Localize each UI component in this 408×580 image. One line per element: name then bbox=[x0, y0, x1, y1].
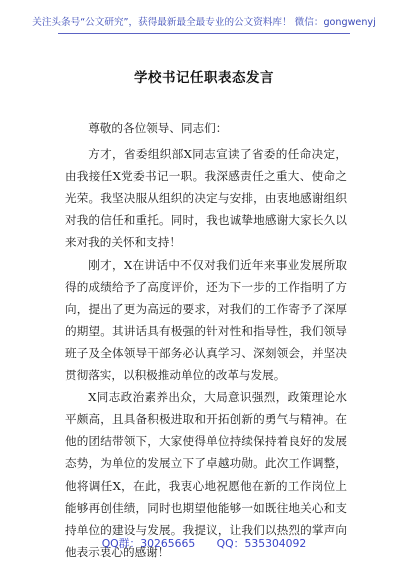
paragraph: X同志政治素养出众，大局意识强烈，政策理论水平颇高，且具备积极进取和开拓创新的勇气与精神。在他的团结带领下，大家使得单位持续保持着良好的发展态势，为单位的发展立下了卓越功勋。此次工作调整，他将调任X，在此，我衷心地祝愿他在新的工作岗位上能够再创佳绩，同时也期望他能够一如既往地关心和支持单位的建设与发展。我提议，让我们以热烈的掌声向他表示衷心的感谢！ bbox=[65, 390, 347, 559]
qq-group-number: QQ群：30265665 bbox=[101, 537, 196, 550]
qq-number: QQ：535304092 bbox=[216, 537, 307, 550]
paragraph: 刚才，X在讲话中不仅对我们近年来事业发展所取得的成绩给予了高度评价，还为下一步的工作指明了方向，提出了更为高远的要求，对我们的工作寄予了深厚的期望。其讲话具有极强的针对性和指导性，我们领导班子及全体领导干部务必认真学习、深刻领会，并坚决贯彻落实，以积极推动单位的改革与发展。 bbox=[65, 257, 347, 383]
document-body bbox=[65, 117, 347, 563]
header-banner: 关注头条号“公文研究”，获得最新最全最专业的公文资料库！ 微信：gongwenyj bbox=[32, 17, 376, 28]
footer-contact bbox=[0, 536, 408, 551]
paragraph: 方才，省委组织部X同志宣读了省委的任命决定，由我接任X党委书记一职。我深感责任之重大、使命之光荣。我坚决服从组织的决定与安排，由衷地感谢组织对我的信任和重托。同时，我也诚挚地感谢大家长久以来对我的关怀和支持！ bbox=[65, 147, 347, 250]
header-divider bbox=[58, 33, 350, 34]
document-title: 学校书记任职表态发言 bbox=[134, 70, 274, 86]
salutation: 尊敬的各位领导、同志们： bbox=[88, 121, 228, 135]
